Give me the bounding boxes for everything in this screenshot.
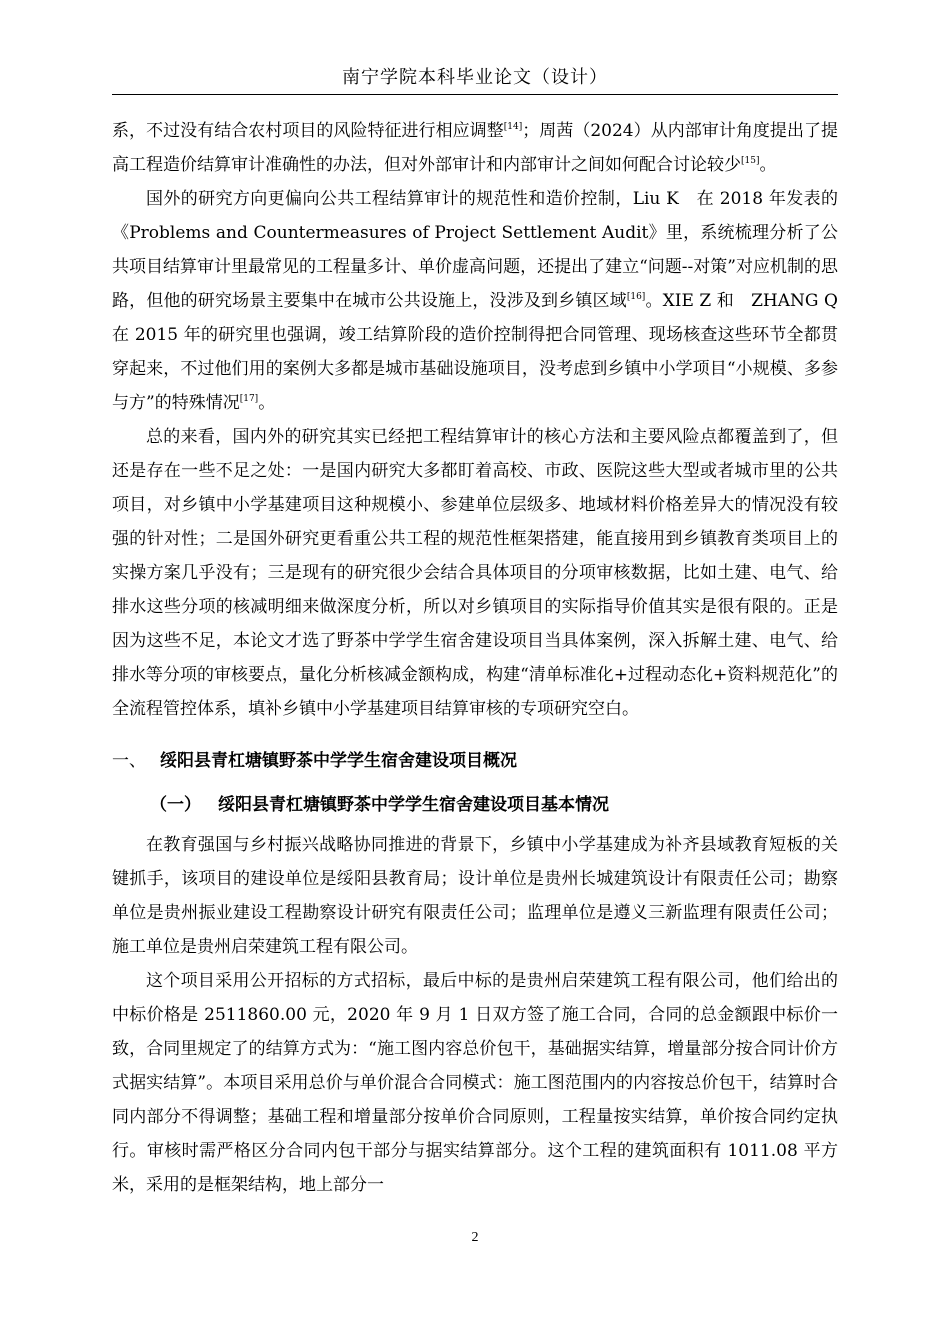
citation-16: [16] [626,292,646,302]
citation-14: [14] [503,122,523,132]
header-divider [112,94,838,95]
citation-17: [17] [239,394,259,404]
citation-15: [15] [741,156,760,166]
paragraph-3: 总的来看，国内外的研究其实已经把工程结算审计的核心方法和主要风险点都覆盖到了，但还是存在一些不足之处：一是国内研究大多都盯着高校、市政、医院这些大型或者城市里的公共项目，对乡镇中小学基建项目这种规模小、参建单位层级多、地域材料价格差异大的情况没有较强的针对性；二是国外研究更看重公共工程的规范性框架搭建，能直接用到乡镇教育类项目上的实操方案几乎没有；三是现有的研究很少会结合具体项目的分项审核数据，比如土建、电气、给排水这些分项的核减明细来做深度分析，所以对乡镇项目的实际指导价值其实是很有限的。正是因为这些不足，本论文才选了野茶中学学生宿舍建设项目当具体案例，深入拆解土建、电气、给排水等分项的审核要点，量化分析核减金额构成，构建“清单标准化+过程动态化+资料规范化”的全流程管控体系，填补乡镇中小学基建项目结算审核的专项研究空白。 [112,427,838,719]
paragraph-4: 在教育强国与乡村振兴战略协同推进的背景下，乡镇中小学基建成为补齐县域教育短板的关键抓手，该项目的建设单位是绥阳县教育局；设计单位是贵州长城建筑设计有限责任公司；勘察单位是贵州振业建设工程勘察设计研究有限责任公司；监理单位是遵义三新监理有限责任公司；施工单位是贵州启荣建筑工程有限公司。 [112,835,838,957]
subsection-title: 绥阳县青杠塘镇野茶中学学生宿舍建设项目基本情况 [218,795,609,815]
page-number: 2 [471,1230,479,1245]
paragraph-2: 国外的研究方向更偏向公共工程结算审计的规范性和造价控制，Liu K 在 2018 年发表的《Problems and Countermeasures of Project Settlement Audit》里，系统梳理分析了公共项目结算审计里最常见的工程量多计、单价虚高问题，还提出了建立“问题--对策”对应机制的思路，但他的研究场景主要集中在城市公共设施上，没涉及到乡镇区域[16]。XIE Z 和 ZHANG Q 在 2015 年的研究里也强调，竣工结算阶段的造价控制得把合同管理、现场核查这些环节全都贯穿起来，不过他们用的案例大多都是城市基础设施项目，没考虑到乡镇中小学项目“小规模、多参与方”的特殊情况[17]。 [112,189,838,413]
page-header-title: 南宁学院本科毕业论文（设计） [342,67,608,88]
paragraph-1: 系，不过没有结合农村项目的风险特征进行相应调整[14]；周茜（2024）从内部审计角度提出了提高工程造价结算审计准确性的办法，但对外部审计和内部审计之间如何配合讨论较少[15]。 [112,121,839,175]
section-number: 一、 [112,751,146,771]
document-body [112,114,838,1202]
subsection-number: （一） [150,795,201,815]
section-heading-1 [112,744,838,778]
paragraph-5: 这个项目采用公开招标的方式招标，最后中标的是贵州启荣建筑工程有限公司，他们给出的中标价格是 2511860.00 元，2020 年 9 月 1 日双方签了施工合同，合同的总金额跟中标价一致，合同里规定了的结算方式为：“施工图内容总价包干，基础据实结算，增量部分按合同计价方式据实结算”。本项目采用总价与单价混合合同模式：施工图范围内的内容按总价包干，结算时合同内部分不得调整；基础工程和增量部分按单价合同原则，工程量按实结算，单价按合同约定执行。审核时需严格区分合同内包干部分与据实结算部分。这个工程的建筑面积有 1011.08 平方米，采用的是框架结构，地上部分一 [112,971,838,1195]
subsection-heading-1 [112,788,838,822]
section-title: 绥阳县青杠塘镇野茶中学学生宿舍建设项目概况 [160,751,517,771]
